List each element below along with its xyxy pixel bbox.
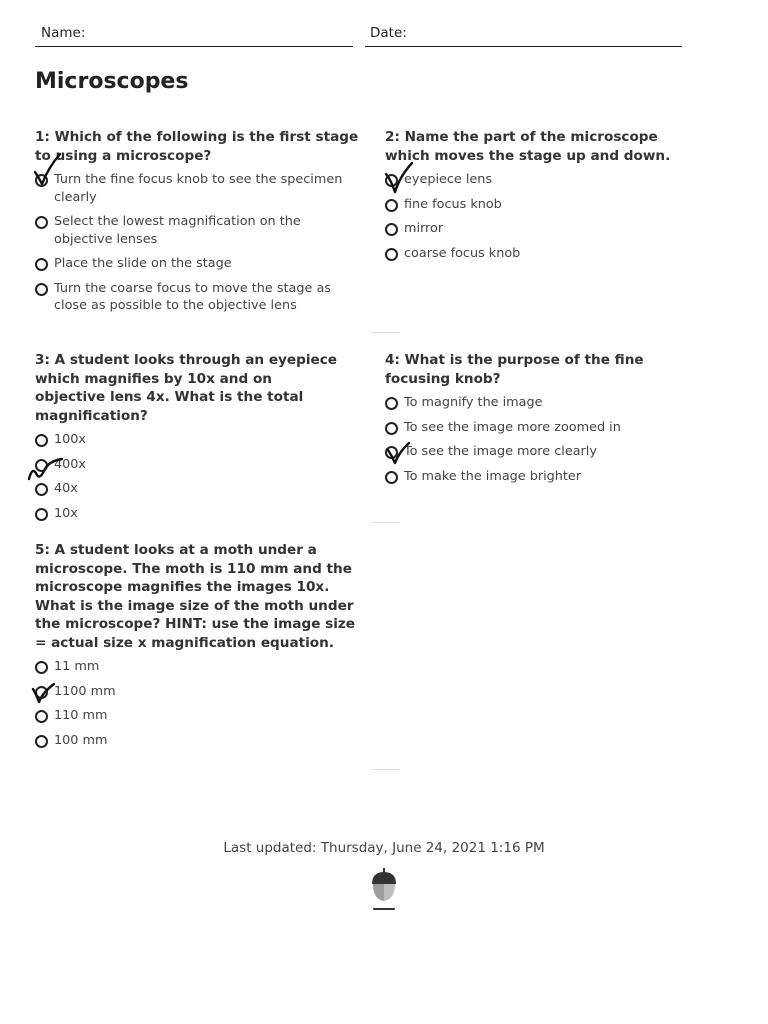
option-q1-d[interactable]	[35, 280, 360, 315]
question-3-text	[35, 351, 345, 425]
radio-circle-icon[interactable]	[35, 174, 48, 187]
option-label: mirror	[404, 221, 444, 236]
radio-circle-icon[interactable]	[385, 397, 398, 410]
question-prompt: A student looks at a moth under a microscope. The moth is 110 mm and the microscope magnifies the images 10x. What is the image size of the moth under the microscope? HINT: use the image size = actual size x magnification equation.	[35, 542, 356, 651]
acorn-logo-icon	[370, 866, 398, 914]
option-q1-a[interactable]	[35, 171, 360, 206]
last-updated-text: Last updated: Thursday, June 24, 2021 1:16 PM	[223, 840, 545, 856]
radio-circle-icon[interactable]	[35, 483, 48, 496]
radio-circle-icon[interactable]	[35, 661, 48, 674]
question-2-text	[385, 128, 705, 165]
option-q1-c[interactable]	[35, 255, 360, 273]
radio-circle-icon[interactable]	[385, 471, 398, 484]
option-label: Select the lowest magnification on the objective lenses	[54, 214, 301, 247]
radio-circle-icon[interactable]	[35, 459, 48, 472]
radio-circle-icon[interactable]	[35, 508, 48, 521]
question-number: 5:	[35, 542, 50, 558]
option-q3-b[interactable]	[35, 456, 345, 474]
option-q4-a[interactable]	[385, 394, 705, 412]
radio-circle-icon[interactable]	[385, 446, 398, 459]
option-label: eyepiece lens	[404, 172, 493, 187]
question-prompt: Which of the following is the first stage to using a microscope?	[35, 129, 359, 164]
option-label: Turn the coarse focus to move the stage as close as possible to the objective lens	[54, 280, 331, 313]
option-label: 100x	[54, 432, 86, 447]
radio-circle-icon[interactable]	[35, 735, 48, 748]
option-label: 11 mm	[54, 659, 100, 674]
option-q3-a[interactable]	[35, 431, 345, 449]
question-number: 3:	[35, 352, 50, 368]
option-label: To see the image more clearly	[404, 444, 597, 459]
option-label: To make the image brighter	[404, 468, 582, 484]
question-5-text	[35, 541, 360, 652]
question-prompt: Name the part of the microscope which moves the stage up and down.	[385, 129, 671, 164]
option-q2-c[interactable]	[385, 220, 705, 238]
option-q5-c[interactable]	[35, 707, 360, 725]
question-2	[385, 128, 705, 269]
radio-circle-icon[interactable]	[35, 258, 48, 271]
option-q2-d[interactable]	[385, 245, 705, 263]
date-input-line[interactable]	[365, 46, 682, 47]
option-label: 100 mm	[54, 732, 108, 748]
radio-circle-icon[interactable]	[385, 248, 398, 261]
page-title: Microscopes	[35, 69, 189, 94]
divider	[371, 522, 400, 523]
option-label: fine focus knob	[404, 196, 502, 212]
radio-circle-icon[interactable]	[385, 199, 398, 212]
option-q5-b[interactable]	[35, 683, 360, 701]
question-number: 1:	[35, 129, 50, 145]
option-label: coarse focus knob	[404, 245, 521, 261]
date-label: Date:	[370, 25, 407, 41]
name-label: Name:	[41, 25, 86, 41]
option-label: Turn the fine focus knob to see the specimen clearly	[54, 172, 343, 205]
question-5	[35, 541, 360, 756]
question-3	[35, 351, 345, 529]
option-label: 40x	[54, 481, 78, 496]
option-label: To magnify the image	[404, 395, 543, 410]
radio-circle-icon[interactable]	[35, 216, 48, 229]
question-prompt: What is the purpose of the fine focusing knob?	[385, 352, 644, 387]
question-1	[35, 128, 360, 322]
option-label: 110 mm	[54, 708, 108, 723]
divider	[371, 769, 400, 770]
option-label: 10x	[54, 505, 78, 521]
option-q5-a[interactable]	[35, 658, 360, 676]
option-q2-b[interactable]	[385, 196, 705, 214]
divider	[371, 332, 400, 333]
option-q4-c[interactable]	[385, 443, 705, 461]
question-1-text	[35, 128, 360, 165]
radio-circle-icon[interactable]	[35, 283, 48, 296]
question-number: 2:	[385, 129, 400, 145]
option-label: To see the image more zoomed in	[404, 419, 621, 435]
option-q4-d[interactable]	[385, 468, 705, 486]
radio-circle-icon[interactable]	[35, 710, 48, 723]
option-q3-c[interactable]	[35, 480, 345, 498]
question-4-text	[385, 351, 705, 388]
question-prompt: A student looks through an eyepiece which magnifies by 10x and on objective lens 4x. What is the total magnification?	[35, 352, 338, 424]
name-input-line[interactable]	[35, 46, 353, 47]
option-q1-b[interactable]	[35, 213, 360, 248]
option-label: Place the slide on the stage	[54, 256, 232, 271]
option-q4-b[interactable]	[385, 419, 705, 437]
option-label: 400x	[54, 456, 86, 472]
question-4	[385, 351, 705, 492]
option-q2-a[interactable]	[385, 171, 705, 189]
option-q5-d[interactable]	[35, 732, 360, 750]
question-number: 4:	[385, 352, 400, 368]
option-label: 1100 mm	[54, 683, 116, 699]
radio-circle-icon[interactable]	[35, 686, 48, 699]
radio-circle-icon[interactable]	[385, 174, 398, 187]
radio-circle-icon[interactable]	[385, 422, 398, 435]
radio-circle-icon[interactable]	[35, 434, 48, 447]
option-q3-d[interactable]	[35, 505, 345, 523]
radio-circle-icon[interactable]	[385, 223, 398, 236]
